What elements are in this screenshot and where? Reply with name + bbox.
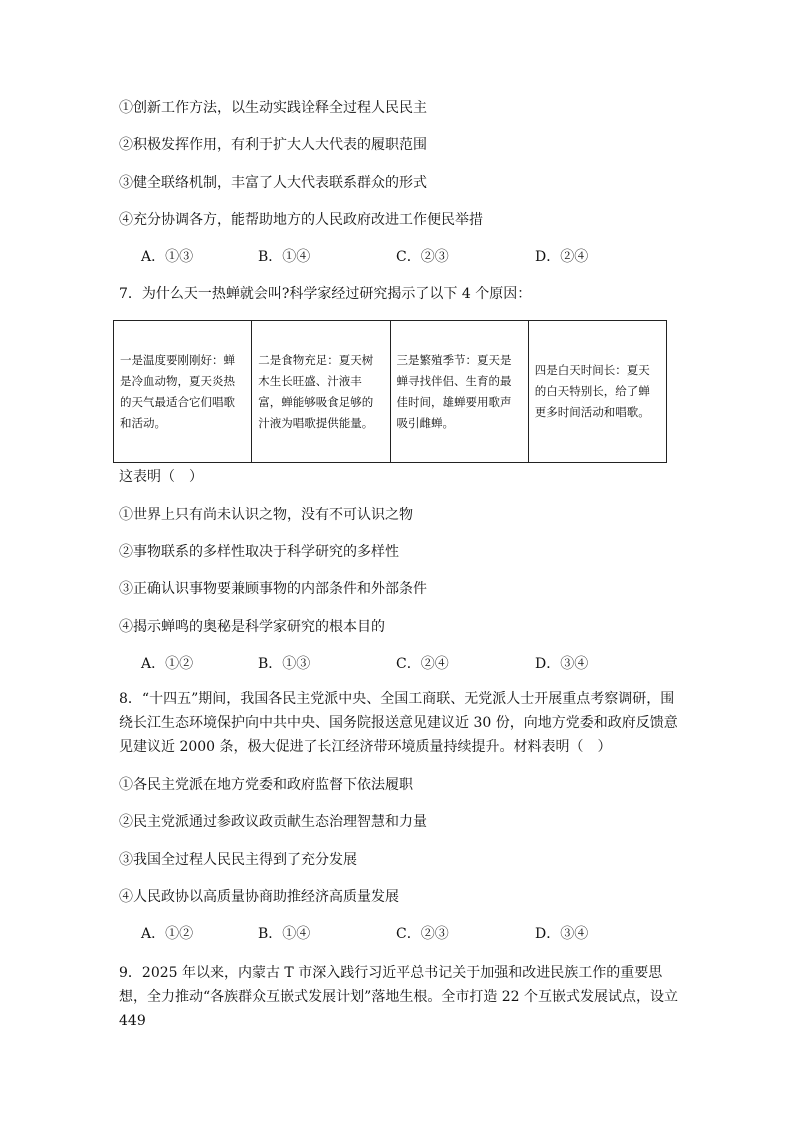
q7-statement-2: ②事物联系的多样性取决于科学研究的多样性 bbox=[119, 544, 399, 560]
q8-statement-1: ①各民主党派在地方党委和政府监督下依法履职 bbox=[119, 777, 413, 793]
q9-stem: 9．2025 年以来，内蒙古 T 市深入践行习近平总书记关于加强和改进民族工作的重要思想，全力推动“各族群众互嵌式发展计划”落地生根。全市打造 22 个互嵌式发展试点，设立 449 bbox=[119, 965, 679, 1029]
q8-option-c: C．②③ bbox=[396, 926, 449, 942]
q7-reason-1: 一是温度要刚刚好：蝉是冷血动物，夏天炎热的天气最适合它们唱歌和活动。 bbox=[114, 321, 252, 463]
q6-option-d: D．②④ bbox=[535, 249, 589, 265]
q7-reason-4: 四是白天时间长：夏天的白天特别长，给了蝉更多时间活动和唱歌。 bbox=[528, 321, 666, 463]
q8-statement-4: ④人民政协以高质量协商助推经济高质量发展 bbox=[119, 889, 399, 905]
q8-options bbox=[141, 924, 701, 944]
q8-option-a: A．①② bbox=[141, 926, 194, 942]
q6-statement-2: ②积极发挥作用，有利于扩大人大代表的履职范围 bbox=[119, 137, 427, 153]
q7-option-c: C．②④ bbox=[396, 656, 449, 672]
q7-tail: 这表明（ ） bbox=[119, 469, 203, 485]
q6-option-a: A．①③ bbox=[141, 249, 194, 265]
q6-statement-1: ①创新工作方法，以生动实践诠释全过程人民民主 bbox=[119, 100, 427, 116]
q7-reasons-table bbox=[113, 320, 667, 463]
q7-reason-3: 三是繁殖季节：夏天是蝉寻找伴侣、生育的最佳时间，雄蝉要用歌声吸引雌蝉。 bbox=[390, 321, 528, 463]
q7-option-a: A．①② bbox=[141, 656, 194, 672]
q8-statement-3: ③我国全过程人民民主得到了充分发展 bbox=[119, 852, 357, 868]
q8-stem: 8．“十四五”期间，我国各民主党派中央、全国工商联、无党派人士开展重点考察调研，围绕长江生态环境保护向中共中央、国务院报送意见建议近 30 份，向地方党委和政府反馈意见建议近 2000 条，极大促进了长江经济带环境质量持续提升。材料表明（ ） bbox=[119, 691, 678, 755]
q7-statement-4: ④揭示蝉鸣的奥秘是科学家研究的根本目的 bbox=[119, 619, 385, 635]
q7-options bbox=[141, 654, 701, 674]
q6-options bbox=[141, 247, 701, 267]
q6-option-c: C．②③ bbox=[396, 249, 449, 265]
q6-statement-4: ④充分协调各方，能帮助地方的人民政府改进工作便民举措 bbox=[119, 212, 483, 228]
q8-statement-2: ②民主党派通过参政议政贡献生态治理智慧和力量 bbox=[119, 814, 427, 830]
q7-reasons-row bbox=[114, 321, 667, 463]
q7-stem: 7．为什么天一热蝉就会叫?科学家经过研究揭示了以下 4 个原因： bbox=[119, 286, 532, 302]
q7-option-d: D．③④ bbox=[535, 656, 589, 672]
q7-statement-1: ①世界上只有尚未认识之物，没有不可认识之物 bbox=[119, 507, 413, 523]
q7-statement-3: ③正确认识事物要兼顾事物的内部条件和外部条件 bbox=[119, 581, 427, 597]
q7-reason-2: 二是食物充足：夏天树木生长旺盛、汁液丰富，蝉能够吸食足够的汁液为唱歌提供能量。 bbox=[252, 321, 390, 463]
q7-option-b: B．①③ bbox=[258, 656, 311, 672]
q8-option-b: B．①④ bbox=[258, 926, 311, 942]
q8-option-d: D．③④ bbox=[535, 926, 589, 942]
q6-statement-3: ③健全联络机制，丰富了人大代表联系群众的形式 bbox=[119, 175, 427, 191]
q6-option-b: B．①④ bbox=[258, 249, 311, 265]
